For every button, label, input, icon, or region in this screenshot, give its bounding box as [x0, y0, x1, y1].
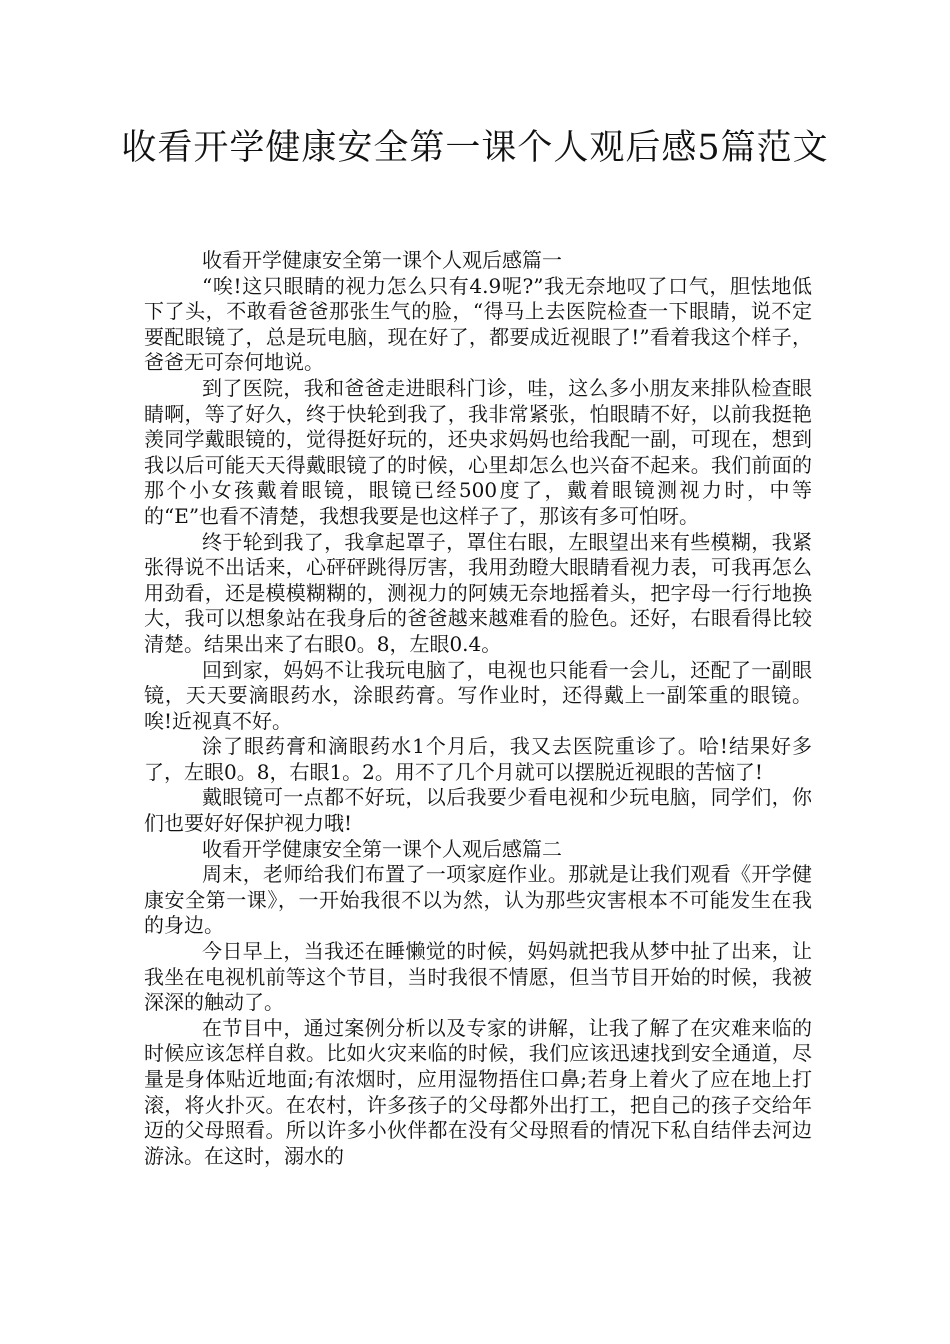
document-title: 收看开学健康安全第一课个人观后感5篇范文: [121, 128, 829, 168]
document-body: [144, 248, 812, 1169]
paragraph: 涂了眼药膏和滴眼药水1个月后，我又去医院重诊了。哈!结果好多了，左眼0。8，右眼1。2。用不了几个月就可以摆脱近视眼的苦恼了!: [144, 734, 812, 784]
paragraph: 回到家，妈妈不让我玩电脑了，电视也只能看一会儿，还配了一副眼镜，天天要滴眼药水，涂眼药膏。写作业时，还得戴上一副笨重的眼镜。唉!近视真不好。: [144, 657, 812, 733]
paragraph: 周末，老师给我们布置了一项家庭作业。那就是让我们观看《开学健康安全第一课》，一开始我很不以为然，认为那些灾害根本不可能发生在我的身边。: [144, 862, 812, 938]
section-heading-1: 收看开学健康安全第一课个人观后感篇一: [202, 248, 562, 272]
paragraph: 戴眼镜可一点都不好玩，以后我要少看电视和少玩电脑，同学们，你们也要好好保护视力哦!: [144, 785, 812, 836]
paragraph: 在节目中，通过案例分析以及专家的讲解，让我了解了在灾难来临的时候应该怎样自救。比如火灾来临的时候，我们应该迅速找到安全通道，尽量是身体贴近地面;有浓烟时，应用湿物捂住口鼻;若身上着火了应在地上打滚，将火扑灭。在农村，许多孩子的父母都外出打工，把自己的孩子交给年迈的父母照看。所以许多小伙伴都在没有父母照看的情况下私自结伴去河边游泳。在这时，溺水的: [144, 1015, 812, 1168]
paragraph: 到了医院，我和爸爸走进眼科门诊，哇，这么多小朋友来排队检查眼睛啊，等了好久，终于快轮到我了，我非常紧张，怕眼睛不好，以前我挺艳羡同学戴眼镜的，觉得挺好玩的，还央求妈妈也给我配一副，可现在，想到我以后可能天天得戴眼镜了的时候，心里却怎么也兴奋不起来。我们前面的那个小女孩戴着眼镜，眼镜已经500度了，戴着眼镜测视力时，中等的“E”也看不清楚，我想我要是也这样子了，那该有多可怕呀。: [144, 375, 812, 528]
paragraph: “唉!这只眼睛的视力怎么只有4.9呢?”我无奈地叹了口气，胆怯地低下了头，不敢看爸爸那张生气的脸，“得马上去医院检查一下眼睛，说不定要配眼镜了，总是玩电脑，现在好了，都要成近视眼了!”看着我这个样子，爸爸无可奈何地说。: [144, 273, 812, 375]
paragraph: 终于轮到我了，我拿起罩子，罩住右眼，左眼望出来有些模糊，我紧张得说不出话来，心砰砰跳得厉害，我用劲瞪大眼睛看视力表，可我再怎么用劲看，还是模模糊糊的，测视力的阿姨无奈地摇着头，把字母一行行地换大，我可以想象站在我身后的爸爸越来越难看的脸色。还好，右眼看得比较清楚。结果出来了右眼0。8，左眼0.4。: [144, 529, 812, 656]
paragraph: 今日早上，当我还在睡懒觉的时候，妈妈就把我从梦中扯了出来，让我坐在电视机前等这个节目，当时我很不情愿，但当节目开始的时候，我被深深的触动了。: [144, 939, 812, 1015]
section-heading-2: 收看开学健康安全第一课个人观后感篇二: [202, 836, 562, 861]
